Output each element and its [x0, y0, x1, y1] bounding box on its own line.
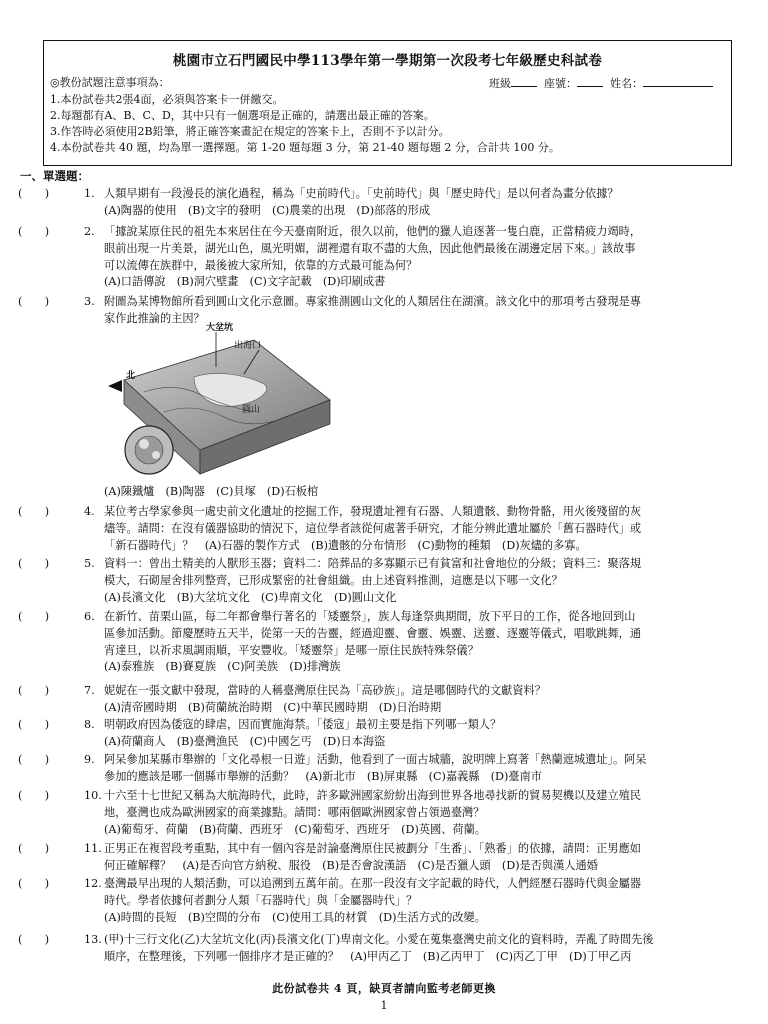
- question-line: 模大，石砌屋舍排列整齊，已形成緊密的社會組織。由上述資料推測，這應是以下哪一文化？: [104, 573, 563, 587]
- question-number: 5.: [84, 557, 95, 570]
- question-line: 附圖為某博物館所看到圓山文化示意圖。專家推測圓山文化的人類居住在湖濱。該文化中的那項考古發現是專: [104, 295, 642, 308]
- question-line: (A)泰雅族 (B)賽夏族 (C)阿美族 (D)排灣族: [104, 660, 341, 674]
- question-line: 宵達旦，以祈求風調雨順，平安豐收。「矮靈祭」是哪一原住民族特殊祭儀？: [104, 643, 479, 657]
- question-item: [18, 876, 748, 926]
- terrain-block-diagram: [104, 322, 334, 482]
- answer-paren: ( ): [18, 557, 50, 570]
- question-line: 順序，在整理後，下列哪一個排序才是正確的？ (A)甲丙乙丁 (B)乙丙甲丁 (C)丙乙丁甲 (D)丁甲乙丙: [104, 949, 632, 963]
- question-item: [18, 484, 748, 501]
- question-line: 可以流傳在族群中，最後被大家所知，依靠的方式最可能為何？: [104, 258, 418, 272]
- question-line: 資料一：曾出土精美的人獸形玉器；資料二：陪葬品的多寡顯示已有貧富和社會地位的分級；資料三：聚落規: [104, 557, 642, 570]
- yuanshan-culture-figure: [104, 322, 334, 482]
- question-line: 人類早期有一段漫長的演化過程，稱為「史前時代」。「史前時代」與「歷史時代」是以何者為畫分依據？: [104, 187, 619, 200]
- question-line: (A)荷蘭商人 (B)臺灣漁民 (C)中國乞丐 (D)日本海盜: [104, 734, 386, 748]
- question-number: 4.: [84, 505, 95, 518]
- question-line: (A)清帝國時期 (B)荷蘭統治時期 (C)中華民國時期 (D)日治時期: [104, 700, 442, 714]
- question-line: 某位考古學家參與一處史前文化遺址的挖掘工作，發現遺址裡有石器、人類遺骸、動物骨骼，用火後殘留的灰: [104, 505, 642, 518]
- rule-3: 3.作答時必須使用2B鉛筆，將正確答案畫記在規定的答案卡上，否則不予以計分。: [50, 125, 450, 139]
- question-number: 8.: [84, 718, 95, 731]
- class-blank: [511, 75, 537, 87]
- question-number: 13.: [84, 933, 102, 946]
- question-line: 燼等。請問：在沒有儀器協助的情況下，這位學者該從何處著手研究，才能分辨此遺址屬於「舊石器時代」或: [104, 521, 642, 535]
- answer-paren: ( ): [18, 718, 50, 731]
- question-number: 10.: [84, 789, 102, 802]
- question-item: [18, 186, 748, 220]
- question-line: 明朝政府因為倭寇的肆虐，因而實施海禁。「倭寇」最初主要是指下列哪一類人？: [104, 718, 502, 731]
- rule-1: 1.本份試卷共2張4面，必須與答案卡一併繳交。: [50, 93, 284, 107]
- answer-paren: ( ): [18, 933, 50, 946]
- question-line: 時代。學者依據何者劃分人類「石器時代」與「金屬器時代」？: [104, 893, 418, 907]
- name-label: 姓名：: [610, 77, 643, 91]
- answer-paren: ( ): [18, 877, 50, 890]
- question-line: 十六至十七世紀又稱為大航海時代，此時，許多歐洲國家紛紛出海到世界各地尋找新的貿易契機以及建立殖民: [104, 789, 642, 802]
- answer-paren: ( ): [18, 753, 50, 766]
- answer-paren: ( ): [18, 610, 50, 623]
- footer-notice: 此份試卷共 4 頁，缺頁者請向監考老師更換: [272, 982, 496, 995]
- question-number: 3.: [84, 295, 95, 308]
- question-line: 正男正在複習段考重點，其中有一個內容是討論臺灣原住民被劃分「生番」、「熟番」的依據，請問：正男應如: [104, 842, 641, 855]
- student-info: [489, 75, 713, 92]
- question-line: 在新竹、苗栗山區，每二年都會舉行著名的「矮靈祭」，族人每逢祭典期間，放下平日的工作，從各地回到山: [104, 610, 636, 623]
- answer-paren: ( ): [18, 505, 50, 518]
- exam-header-box: [43, 40, 732, 166]
- question-line: 參加的應該是哪一個縣市舉辦的活動？ (A)新北市 (B)屏東縣 (C)嘉義縣 (D)臺南市: [104, 769, 542, 783]
- question-number: 7.: [84, 684, 95, 697]
- answer-paren: ( ): [18, 295, 50, 308]
- question-number: 9.: [84, 753, 95, 766]
- question-item: [18, 841, 748, 875]
- question-number: 1.: [84, 187, 95, 200]
- question-item: [18, 556, 748, 606]
- question-line: 臺灣最早出現的人類活動，可以追溯到五萬年前。在那一段沒有文字記載的時代，人們經歷石器時代與金屬器: [104, 877, 642, 890]
- question-line: (甲)十三行文化(乙)大坌坑文化(丙)長濱文化(丁)卑南文化。小愛在蒐集臺灣史前文化的資料時，弄亂了時間先後: [104, 933, 654, 946]
- answer-paren: ( ): [18, 789, 50, 802]
- question-item: [18, 224, 748, 291]
- label-outlet: 出海口: [234, 341, 262, 351]
- question-line: 「據說某原住民的祖先本來居住在今天臺南附近，很久以前，他們的獵人追逐著一隻白鹿，正當精疲力竭時，: [104, 225, 642, 238]
- class-label: 班級: [489, 77, 511, 91]
- question-number: 12.: [84, 877, 102, 890]
- question-line: (A)口語傳說 (B)洞穴壁畫 (C)文字記載 (D)印刷成書: [104, 275, 386, 289]
- question-item: [18, 609, 748, 676]
- question-line: 阿呆參加某縣市舉辦的「文化尋根一日遊」活動，他看到了一面古城牆，說明牌上寫著「熱蘭遮城遺址」。阿呆: [104, 753, 647, 766]
- answer-paren: ( ): [18, 842, 50, 855]
- rule-4: 4.本份試卷共 40 題，均為單一選擇題。第 1-20 題每題 3 分，第 21-40 題每題 2 分，合計共 100 分。: [50, 141, 560, 155]
- question-item: [18, 788, 748, 838]
- question-line: 區參加活動。節慶歷時五天半，從第一天的告靈，經過迎靈、會靈、娛靈、送靈、逐靈等儀式，唱歌跳舞，通: [104, 626, 642, 640]
- section-title: 一、單選題：: [20, 169, 89, 183]
- question-number: 2.: [84, 225, 95, 238]
- question-line: 妮妮在一張文獻中發現，當時的人稱臺灣原住民為「高砂族」。這是哪個時代的文獻資料？: [104, 684, 546, 697]
- seat-label: 座號：: [544, 77, 577, 91]
- label-north: 北: [126, 371, 136, 381]
- question-item: [18, 752, 748, 786]
- seat-blank: [577, 75, 603, 87]
- question-number: 11.: [84, 842, 102, 855]
- question-line: (A)葡萄牙、荷蘭 (B)荷蘭、西班牙 (C)葡萄牙、西班牙 (D)英國、荷蘭。: [104, 822, 486, 836]
- question-line: (A)時間的長短 (B)空間的分布 (C)使用工具的材質 (D)生活方式的改變。: [104, 910, 486, 924]
- label-dabenkeng: 大坌坑: [206, 323, 234, 333]
- label-yuanshan: 圓山: [242, 405, 261, 415]
- question-item: [18, 717, 748, 751]
- question-line: 何正確解釋？ (A)是否向官方納稅、服役 (B)是否會說漢語 (C)是否獵人頭 (D)是否與漢人通婚: [104, 858, 598, 872]
- question-line: 家作此推論的主因？: [104, 311, 205, 325]
- answer-paren: ( ): [18, 684, 50, 697]
- header-info-row: [44, 75, 731, 92]
- exam-title: 桃園市立石門國民中學113學年第一學期第一次段考七年級歷史科試卷: [172, 53, 603, 69]
- question-item: [18, 932, 748, 966]
- notice-heading: ◎教份試題注意事項為：: [50, 76, 170, 90]
- answer-paren: ( ): [18, 187, 50, 200]
- question-line: 地，臺灣也成為歐洲國家的商業據點。請問：哪兩個歐洲國家曾占領過臺灣？: [104, 805, 485, 819]
- question-item: [18, 504, 748, 554]
- page-number: 1: [380, 999, 388, 1012]
- question-line: (A)陳鐵爐 (B)陶器 (C)貝塚 (D)石板棺: [104, 485, 319, 498]
- question-line: 眼前出現一片美景，湖光山色，風光明媚，湖裡還有取不盡的大魚，因此他們最後在湖邊定居下來。」該故事: [104, 241, 636, 255]
- question-line: (A)陶器的使用 (B)文字的發明 (C)農業的出現 (D)部落的形成: [104, 203, 431, 217]
- rule-2: 2.每題都有A、B、C、D，其中只有一個選項是正確的，請選出最正確的答案。: [50, 109, 435, 123]
- question-item: [18, 683, 748, 717]
- answer-paren: ( ): [18, 225, 50, 238]
- question-line: 「新石器時代」？ (A)石器的製作方式 (B)遺骸的分布情形 (C)動物的種類 (D)灰燼的多寡。: [104, 538, 587, 552]
- name-blank: [643, 75, 713, 87]
- question-number: 6.: [84, 610, 95, 623]
- question-line: (A)長濱文化 (B)大坌坑文化 (C)卑南文化 (D)圓山文化: [104, 590, 397, 604]
